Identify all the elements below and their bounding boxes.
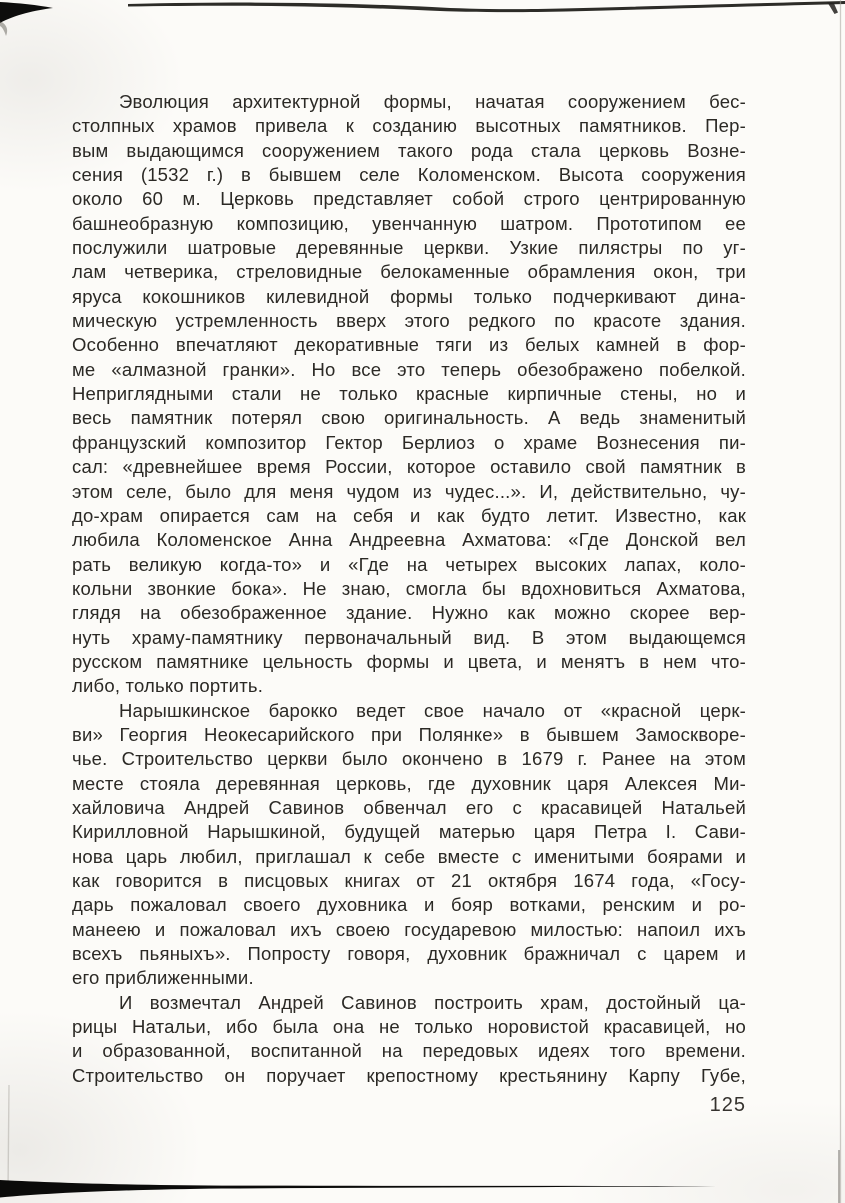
text-line: весь памятник потерял свою оригинальность. А ведь знаменитый [72, 407, 746, 429]
text-line: глядя на обезображенное здание. Нужно как можно скорее вер- [72, 602, 746, 624]
text-line: мическую устремленность вверх этого редкого по красоте здания. [72, 310, 746, 332]
text-line: и образованной, воспитанной на передовых идеях того времени. [72, 1040, 746, 1062]
text-line: вым выдающимся сооружением такого рода стала церковь Возне- [72, 139, 746, 161]
text-line: послужили шатровые деревянные церкви. Узкие пилястры по уг- [72, 237, 746, 259]
text-line: башнеобразную композицию, увенчанную шатром. Прототипом ее [72, 212, 746, 234]
paragraph [72, 699, 746, 991]
text-line: всехъ пьяныхъ». Попросту говоря, духовник бражничал с царем и [72, 943, 746, 965]
page-curl-tail-artifact [0, 21, 7, 36]
text-line: его приближенными. [72, 967, 254, 989]
text-line: Особенно впечатляют декоративные тяги из белых камней в фор- [72, 334, 746, 356]
text-line: либо, только портить. [72, 675, 264, 697]
text-line: дарь пожаловал своего духовника и бояр вотками, ренским и ро- [72, 894, 746, 916]
text-line: И возмечтал Андрей Савинов построить храм, достойный ца- [119, 991, 746, 1013]
text-line: этом селе, было для меня чудом из чудес...». И, действительно, чу- [72, 480, 746, 502]
paragraph [72, 90, 746, 699]
top-edge-shadow-artifact [128, 1, 845, 12]
page-curl-artifact [0, 2, 53, 23]
text-line: любила Коломенское Анна Андреевна Ахматова: «Где Донской вел [72, 529, 746, 551]
text-line: кольни звонкие бока». Не знаю, смогла бы вдохновиться Ахматова, [72, 577, 746, 599]
text-line: чье. Строительство церкви было окончено в 1679 г. Ранее на этом [72, 748, 746, 770]
text-line: нуть храму-памятнику первоначальный вид. В этом выдающемся [72, 626, 746, 648]
text-line: яруса кокошников килевидной формы только подчеркивают дина- [72, 285, 746, 307]
paragraph [72, 991, 746, 1088]
text-line: Строительство он поручает крепостному крестьянину Карпу Губе, [72, 1064, 746, 1086]
page-number: 125 [709, 1094, 746, 1116]
bottom-binding-shadow-artifact [0, 1180, 716, 1198]
text-line: месте стояла деревянная церковь, где духовник царя Алексея Ми- [72, 772, 746, 794]
text-line: Нарышкинское барокко ведет свое начало от «красной церк- [119, 699, 746, 721]
left-edge-scan-line [8, 1085, 9, 1192]
text-line: манеею и пожаловал ихъ своею государевою милостью: напоил ихъ [72, 918, 746, 940]
page-text [72, 90, 746, 1088]
text-line: ме «алмазной гранки». Но все это теперь обезображено побелкой. [72, 358, 746, 380]
text-line: рать великую когда-то» и «Где на четырех высоких лапах, коло- [72, 553, 746, 575]
text-line: сения (1532 г.) в бывшем селе Коломенском. Высота сооружения [72, 164, 746, 186]
text-line: до-храм опирается сам на себя и как будто летит. Известно, как [72, 504, 746, 526]
text-line: Неприглядными стали не только красные кирпичные стены, но и [72, 383, 746, 405]
text-line: столпных храмов привела к созданию высотных памятников. Пер- [72, 115, 746, 137]
text-line: Кирилловной Нарышкиной, будущей матерью царя Петра I. Сави- [72, 821, 746, 843]
text-line: около 60 м. Церковь представляет собой строго центрированную [72, 188, 746, 210]
text-line: Эволюция архитектурной формы, начатая сооружением бес- [119, 91, 746, 112]
text-line: нова царь любил, приглашал к себе вместе с именитыми боярами и [72, 845, 746, 867]
text-line: ви» Георгия Неокесарийского при Полянке» в бывшем Замоскворе- [72, 723, 746, 745]
text-line: хайловича Андрей Савинов обвенчал его с красавицей Натальей [72, 796, 746, 818]
text-line: рицы Натальи, ибо была она не только норовистой красавицей, но [72, 1016, 746, 1038]
text-line: лам четверика, стреловидные белокаменные обрамления окон, три [72, 261, 746, 283]
text-line: французский композитор Гектор Берлиоз о храме Вознесения пи- [72, 431, 746, 453]
text-line: сал: «древнейшее время России, которое оставило свой памятник в [72, 456, 746, 478]
top-right-mark-artifact [827, 2, 838, 14]
text-line: как говорится в писцовых книгах от 21 октября 1674 года, «Госу- [72, 870, 746, 891]
text-line: русском памятнике цельность формы и цвета, и менятъ в нем что- [72, 650, 746, 672]
